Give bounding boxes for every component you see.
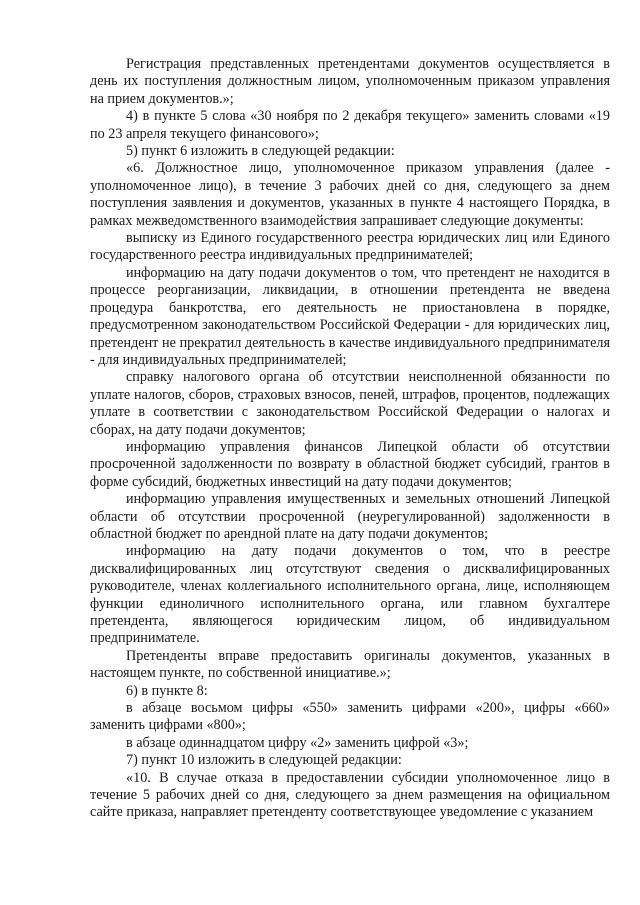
paragraph: информацию управления имущественных и земельных отношений Липецкой области об отсутствии просроченной (неурегулированной) задолженности в областной бюджет по арендной плате на дату подачи документов; (90, 491, 610, 542)
paragraph: выписку из Единого государственного реестра юридических лиц или Единого государственного реестра индивидуальных предпринимателей; (90, 230, 610, 264)
paragraph: информацию на дату подачи документов о том, что претендент не находится в процессе реорганизации, ликвидации, в отношении претендента не введена процедура банкротства, его деятельность не приостановлена в порядке, предусмотренном законодательством Российской Федерации - для юридических лиц, претендент не прекратил деятельность в качестве индивидуального предпринимателя - для индивидуальных предпринимателей; (90, 264, 610, 368)
paragraph: в абзаце одиннадцатом цифру «2» заменить цифрой «3»; (126, 734, 469, 751)
paragraph: 7) пункт 10 изложить в следующей редакции: (126, 752, 402, 769)
paragraph: 5) пункт 6 изложить в следующей редакции: (126, 143, 395, 160)
paragraph: Претенденты вправе предоставить оригиналы документов, указанных в настоящем пункте, по собственной инициативе.»; (90, 647, 610, 682)
paragraph: 4) в пункте 5 слова «30 ноября по 2 декабря текущего» заменить словами «19 по 23 апреля текущего финансового»; (90, 108, 610, 142)
paragraph: в абзаце восьмом цифры «550» заменить цифрами «200», цифры «660» заменить цифрами «800»; (90, 700, 610, 734)
paragraph: «10. В случае отказа в предоставлении субсидии уполномоченное лицо в течение 5 рабочих дней со дня, следующего за днем размещения на официальном сайте приказа, направляет претенденту соответствующее уведомление с указанием (90, 769, 610, 821)
document-body (90, 56, 610, 822)
paragraph: справку налогового органа об отсутствии неисполненной обязанности по уплате налогов, сборов, страховых взносов, пеней, штрафов, процентов, подлежащих уплате в соответствии с законодательством Российской Федерации о налогах и сборах, на дату подачи документов; (90, 369, 610, 438)
paragraph: «6. Должностное лицо, уполномоченное приказом управления (далее - уполномоченное лицо), в течение 3 рабочих дней со дня, следующего за днем поступления заявления и документов, указанных в пункте 4 настоящего Порядка, в рамках межведомственного взаимодействия запрашивает следующие документы: (90, 160, 610, 229)
paragraph: информацию управления финансов Липецкой области об отсутствии просроченной задолженности по возврату в областной бюджет субсидий, грантов в форме субсидий, бюджетных инвестиций на дату подачи документов; (90, 438, 610, 490)
paragraph: 6) в пункте 8: (126, 682, 208, 699)
paragraph: Регистрация представленных претендентами документов осуществляется в день их поступления должностным лицом, уполномоченным приказом управления на прием документов.»; (90, 56, 610, 107)
paragraph: информацию на дату подачи документов о том, что в реестре дисквалифицированных лиц отсутствуют сведения о дисквалифицированных руководителе, членах коллегиального исполнительного органа, лице, исполняющем функции единоличного исполнительного органа, или главном бухгалтере претендента, являющегося юридическим лицом, об индивидуальном предпринимателе. (90, 543, 610, 647)
